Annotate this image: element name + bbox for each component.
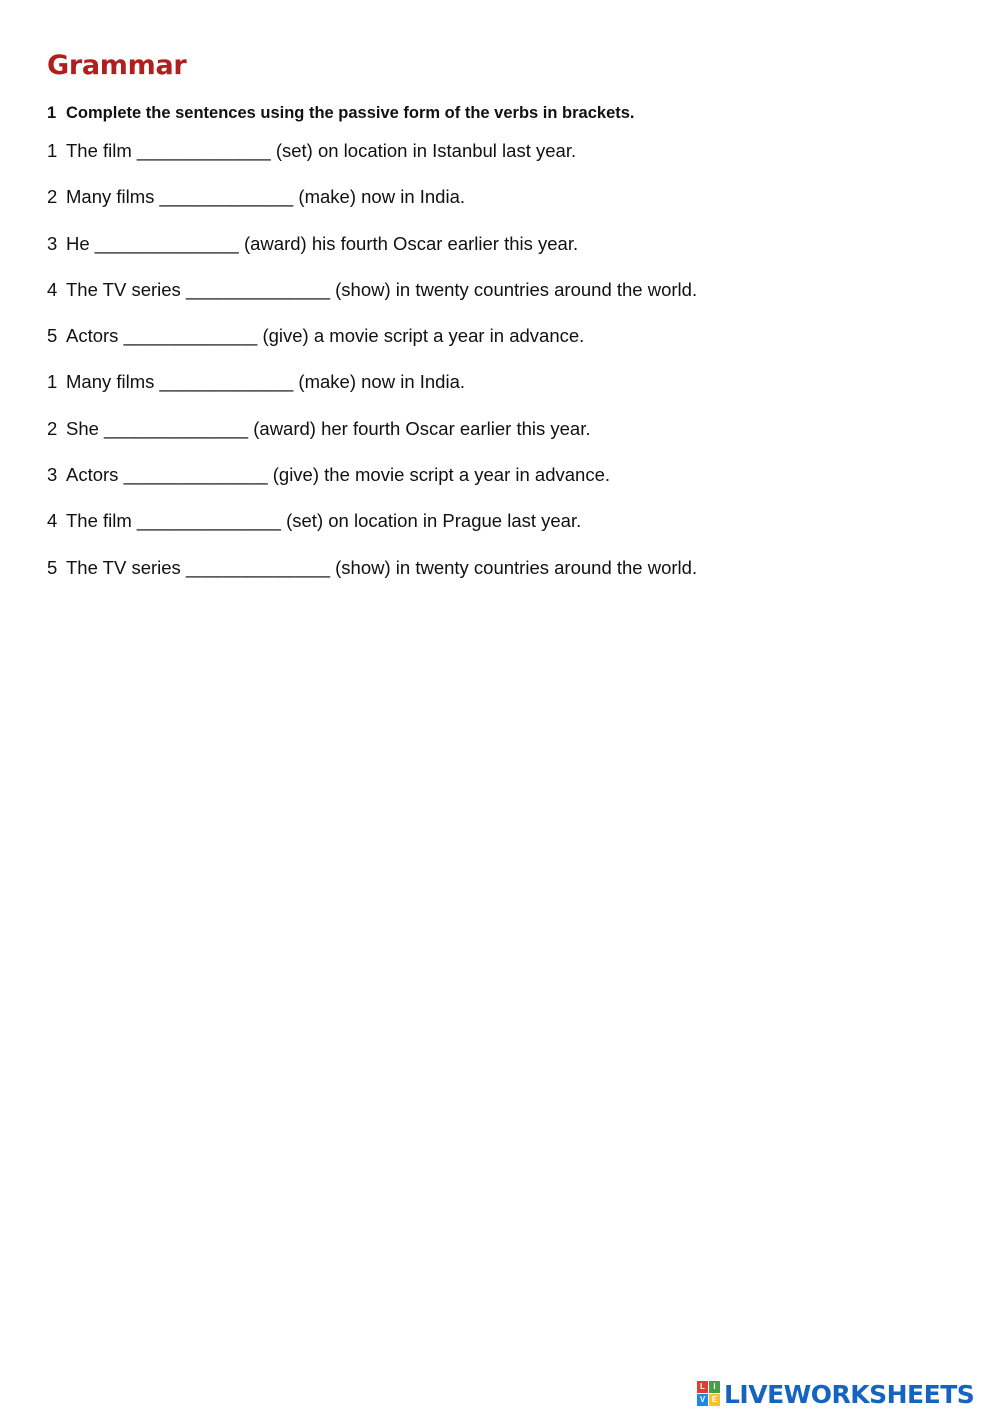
exercise-number: 1 — [47, 104, 57, 122]
exercise-instruction — [47, 104, 635, 123]
sentence-text: Many films _____________ (make) now in India. — [66, 186, 466, 208]
logo-mark-block: E — [709, 1394, 720, 1406]
sentence-number: 1 — [47, 371, 58, 393]
sentence-item-5 — [47, 324, 697, 370]
exercise-instruction-text: Complete the sentences using the passive form of the verbs in brackets. — [66, 104, 635, 122]
sentence-text: He ______________ (award) his fourth Oscar earlier this year. — [66, 232, 579, 254]
sentence-item-1 — [47, 139, 697, 185]
logo-text: LIVEWORKSHEETS — [724, 1379, 975, 1409]
sentence-text: Actors ______________ (give) the movie script a year in advance. — [66, 464, 611, 486]
sentence-number: 2 — [47, 186, 58, 208]
sentence-number: 4 — [47, 278, 58, 300]
sentence-item-2 — [47, 185, 697, 231]
sentence-number: 1 — [47, 140, 58, 161]
sentence-number: 5 — [47, 556, 58, 578]
sentence-item-4 — [47, 278, 697, 324]
sentence-text: The TV series ______________ (show) in twenty countries around the world. — [66, 278, 698, 300]
sentence-number: 5 — [47, 325, 58, 347]
sentence-text: The film _____________ (set) on location in Istanbul last year. — [66, 140, 577, 161]
sentence-text: She ______________ (award) her fourth Oscar earlier this year. — [66, 417, 591, 439]
sentence-number: 3 — [47, 464, 58, 486]
sentence-item-7 — [47, 417, 697, 463]
sentence-text: Actors _____________ (give) a movie script a year in advance. — [66, 325, 585, 347]
sentence-item-8 — [47, 463, 697, 509]
sentence-list — [47, 139, 697, 602]
sentence-item-10 — [47, 556, 697, 602]
sentence-item-6 — [47, 370, 697, 416]
logo-mark-block: L — [697, 1381, 708, 1393]
logo-mark-block: V — [697, 1394, 708, 1406]
sentence-text: Many films _____________ (make) now in India. — [66, 371, 466, 393]
sentence-item-9 — [47, 509, 697, 555]
sentence-item-3 — [47, 232, 697, 278]
sentence-number: 4 — [47, 510, 58, 532]
sentence-text: The TV series ______________ (show) in twenty countries around the world. — [66, 556, 698, 578]
logo-mark-block: I — [709, 1381, 720, 1393]
page-title: Grammar — [47, 50, 187, 81]
logo-mark-icon — [697, 1381, 721, 1407]
liveworksheets-logo — [697, 1378, 974, 1410]
sentence-number: 2 — [47, 417, 58, 439]
sentence-number: 3 — [47, 232, 58, 254]
sentence-text: The film ______________ (set) on location in Prague last year. — [66, 510, 582, 532]
